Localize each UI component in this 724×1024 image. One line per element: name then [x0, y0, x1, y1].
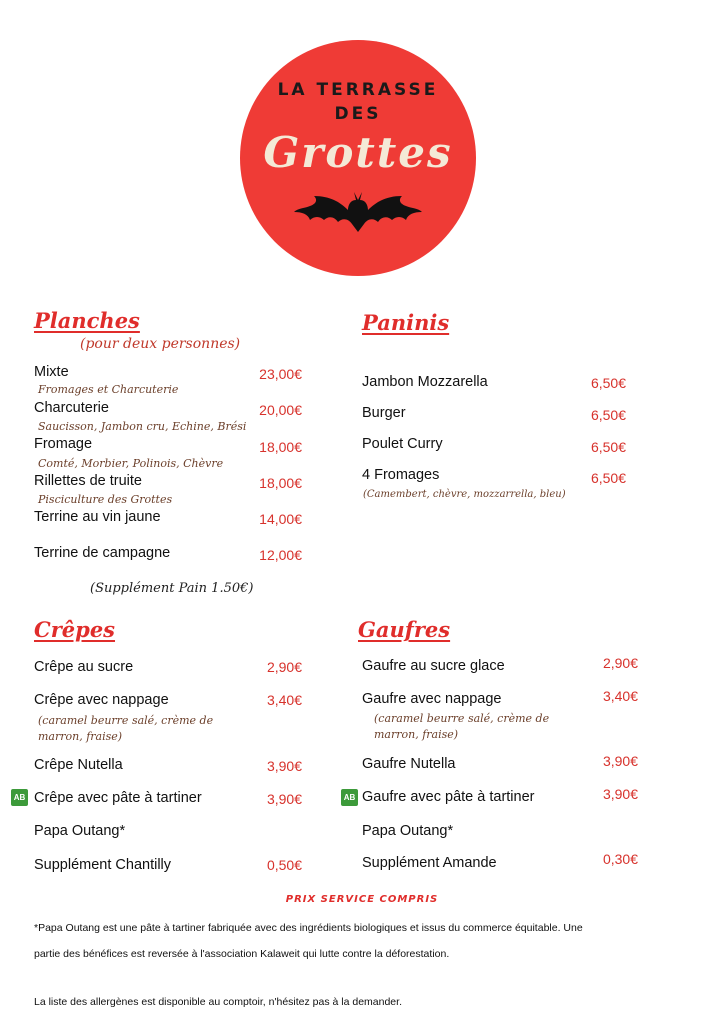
- gaufre-item-price: 3,90€: [602, 753, 638, 769]
- planche-item-price: 18,00€: [259, 439, 302, 455]
- gaufre-item-name: Gaufre avec nappage: [362, 691, 502, 707]
- organic-ab-icon: AB: [11, 789, 28, 806]
- planche-item-name: Rillettes de truite: [34, 473, 142, 489]
- section-title-gaufres: Gaufres: [358, 617, 451, 642]
- panini-item-price: 6,50€: [590, 439, 626, 455]
- panini-item-price: 6,50€: [590, 375, 626, 391]
- planches-subtitle: (pour deux personnes): [80, 336, 241, 352]
- supplement-pain-note: (Supplément Pain 1.50€): [90, 581, 254, 596]
- planche-item-price: 23,00€: [259, 366, 302, 382]
- planche-item-name: Mixte: [34, 364, 69, 380]
- gaufre-item-name: Gaufre au sucre glace: [362, 658, 505, 674]
- logo-title-line2: DES: [334, 104, 382, 124]
- gaufre-item-name: Gaufre avec pâte à tartiner: [362, 789, 535, 805]
- papa-outang-note-line2: partie des bénéfices est reversée à l'association Kalaweit qui lutte contre la déforestation.: [34, 948, 450, 960]
- crepe-item-name: Papa Outang*: [34, 823, 126, 839]
- crepe-item-price: 3,90€: [266, 791, 302, 807]
- panini-item-name: Jambon Mozzarella: [362, 374, 488, 390]
- gaufre-item-price: 3,40€: [602, 688, 638, 704]
- logo-script-title: Grottes: [263, 128, 453, 177]
- bat-icon: [292, 186, 424, 236]
- planche-item-name: Charcuterie: [34, 400, 109, 416]
- planche-item-name: Terrine au vin jaune: [34, 509, 161, 525]
- allergens-note: La liste des allergènes est disponible au comptoir, n'hésitez pas à la demander.: [34, 996, 402, 1008]
- gaufre-item-desc: (caramel beurre salé, crème de marron, fraise): [374, 712, 550, 741]
- crepe-item-name: Crêpe Nutella: [34, 757, 123, 773]
- crepe-item-name: Crêpe avec nappage: [34, 692, 169, 708]
- section-title-planches: Planches: [34, 308, 140, 333]
- crepe-item-desc: (caramel beurre salé, crème de marron, fraise): [38, 714, 214, 743]
- section-title-crepes: Crêpes: [34, 617, 116, 642]
- panini-item-name: Poulet Curry: [362, 436, 443, 452]
- prix-service-compris: PRIX SERVICE COMPRIS: [285, 894, 439, 905]
- panini-item-name: 4 Fromages: [362, 467, 440, 483]
- panini-item-price: 6,50€: [590, 407, 626, 423]
- gaufre-item-name: Supplément Amande: [362, 855, 497, 871]
- section-title-paninis: Paninis: [362, 310, 450, 335]
- crepe-item-price: 2,90€: [266, 659, 302, 675]
- crepe-item-price: 0,50€: [266, 857, 302, 873]
- gaufre-item-name: Papa Outang*: [362, 823, 454, 839]
- organic-ab-icon: AB: [341, 789, 358, 806]
- gaufre-item-price: 0,30€: [602, 851, 638, 867]
- gaufre-item-name: Gaufre Nutella: [362, 756, 456, 772]
- gaufre-item-price: 3,90€: [602, 786, 638, 802]
- crepe-item-name: Crêpe au sucre: [34, 659, 134, 675]
- crepe-item-price: 3,90€: [266, 758, 302, 774]
- panini-item-price: 6,50€: [590, 470, 626, 486]
- papa-outang-note-line1: *Papa Outang est une pâte à tartiner fabriquée avec des ingrédients biologiques et issus du commerce équitable. Une: [34, 922, 583, 934]
- gaufre-item-price: 2,90€: [602, 655, 638, 671]
- panini-item-name: Burger: [362, 405, 406, 421]
- planche-item-price: 20,00€: [259, 402, 302, 418]
- crepe-item-price: 3,40€: [266, 692, 302, 708]
- planche-item-price: 18,00€: [259, 475, 302, 491]
- crepe-item-name: Crêpe avec pâte à tartiner: [34, 790, 202, 806]
- planche-item-name: Fromage: [34, 436, 93, 452]
- planche-item-desc: Saucisson, Jambon cru, Echine, Brési: [38, 420, 247, 433]
- planche-item-desc: Comté, Morbier, Polinois, Chèvre: [38, 457, 224, 470]
- crepe-item-name: Supplément Chantilly: [34, 857, 172, 873]
- planche-item-desc: Pisciculture des Grottes: [38, 493, 173, 506]
- planche-item-price: 12,00€: [259, 547, 302, 563]
- planche-item-desc: Fromages et Charcuterie: [38, 383, 179, 396]
- panini-item-desc: (Camembert, chèvre, mozzarrella, bleu): [363, 489, 566, 500]
- planche-item-name: Terrine de campagne: [34, 545, 171, 561]
- logo-title-line1: LA TERRASSE: [277, 80, 439, 100]
- planche-item-price: 14,00€: [259, 511, 302, 527]
